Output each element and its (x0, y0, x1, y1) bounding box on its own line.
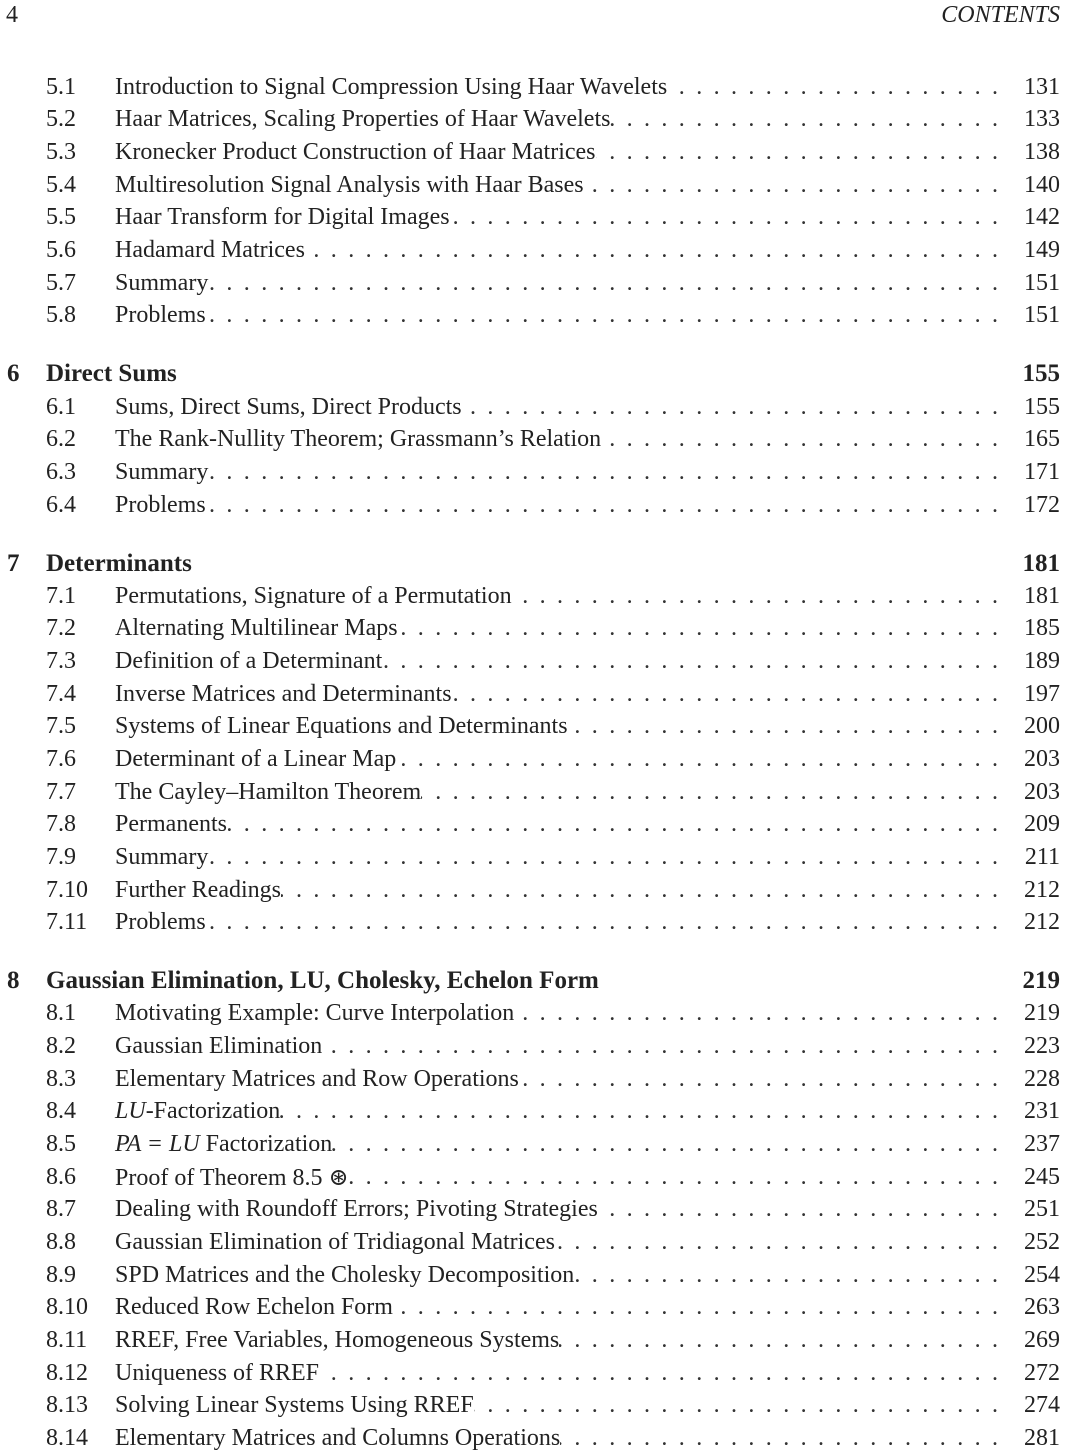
section-page: 269 (1024, 1326, 1060, 1353)
section-title (115, 1262, 574, 1289)
section-page: 274 (1024, 1392, 1060, 1419)
section-page: 165 (1024, 426, 1060, 453)
section-number: 7.7 (46, 778, 76, 805)
chapter-number: 6 (7, 360, 20, 388)
dot-leader (514, 1000, 1006, 1027)
toc-entry[interactable] (0, 906, 1060, 939)
section-title-text: Permanents (115, 811, 227, 838)
section-page: 181 (1024, 582, 1060, 609)
section-title-text: Alternating Multilinear Maps (115, 615, 398, 642)
section-page: 223 (1024, 1033, 1060, 1060)
section-number: 5.5 (46, 204, 76, 231)
section-title-text: Reduced Row Echelon Form (115, 1294, 393, 1321)
section-title (115, 426, 601, 453)
section-title (115, 459, 208, 486)
section-page: 211 (1024, 843, 1060, 870)
chapter-page: 181 (1022, 549, 1060, 577)
section-title (115, 1000, 514, 1027)
toc-entry[interactable] (0, 1096, 1060, 1129)
section-title-text: Kronecker Product Construction of Haar Matrices (115, 139, 596, 166)
toc-entry[interactable] (0, 1226, 1060, 1259)
dot-leader (667, 74, 1006, 101)
section-title (115, 204, 450, 231)
section-title-text: Introduction to Signal Compression Using Haar Wavelets (115, 73, 668, 100)
section-title-text: Summary (115, 269, 209, 296)
section-title (115, 1033, 322, 1060)
dot-leader (601, 426, 1006, 453)
section-title-text: Elementary Matrices and Row Operations (115, 1065, 519, 1092)
section-title (115, 237, 305, 264)
section-title (115, 681, 452, 708)
table-of-contents (0, 71, 1060, 1455)
toc-entry[interactable] (0, 1128, 1060, 1161)
toc-entry[interactable] (0, 1324, 1060, 1357)
dot-leader (610, 106, 1006, 133)
section-number: 8.12 (46, 1359, 88, 1386)
toc-entry[interactable] (0, 234, 1060, 267)
section-title (115, 1131, 332, 1158)
section-title-text: Problems (115, 302, 206, 329)
section-number: 5.3 (46, 139, 76, 166)
dot-leader (393, 1294, 1006, 1321)
section-number: 6.4 (46, 491, 76, 518)
section-number: 7.8 (46, 811, 76, 838)
section-number: 7.1 (46, 582, 76, 609)
toc-entry[interactable] (0, 743, 1060, 776)
section-title (115, 1196, 598, 1223)
toc-entry[interactable] (0, 489, 1060, 522)
section-title (115, 394, 462, 421)
chapter-page: 155 (1022, 360, 1060, 388)
section-title (115, 1360, 319, 1387)
section-number: 8.4 (46, 1098, 76, 1125)
section-number: 5.8 (46, 302, 76, 329)
section-number: 7.9 (46, 843, 76, 870)
dot-leader (206, 492, 1006, 519)
section-title-text: Systems of Linear Equations and Determinants (115, 713, 568, 740)
dot-leader (208, 844, 1006, 871)
section-title-text: Haar Matrices, Scaling Properties of Haar Wavelets (115, 106, 611, 133)
dot-leader (598, 1196, 1006, 1223)
section-page: 151 (1024, 302, 1060, 329)
section-title (115, 172, 584, 199)
dot-leader (519, 1066, 1006, 1093)
section-number: 8.13 (46, 1392, 88, 1419)
dot-leader (332, 1131, 1006, 1158)
section-title-text: Definition of a Determinant (115, 648, 383, 675)
section-number: 8.1 (46, 1000, 76, 1027)
section-number: 5.6 (46, 237, 76, 264)
chapter-heading[interactable] (0, 358, 1060, 391)
section-title (115, 615, 398, 642)
toc-entry[interactable] (0, 613, 1060, 646)
section-number: 7.3 (46, 648, 76, 675)
section-title-text: Gaussian Elimination of Tridiagonal Matrices (115, 1228, 555, 1255)
section-number: 7.10 (46, 876, 88, 903)
section-title (115, 811, 227, 838)
section-title-text: Permutations, Signature of a Permutation (115, 582, 512, 609)
section-number: 8.2 (46, 1033, 76, 1060)
section-page: 138 (1024, 139, 1060, 166)
section-page: 203 (1024, 745, 1060, 772)
section-title (115, 1098, 280, 1125)
section-page: 272 (1024, 1359, 1060, 1386)
section-title-text: Problems (115, 491, 206, 518)
toc-entry[interactable] (0, 1389, 1060, 1422)
dot-leader (574, 1262, 1006, 1289)
section-page: 185 (1024, 615, 1060, 642)
section-title-text: Determinant of a Linear Map (115, 745, 397, 772)
section-page: 140 (1024, 171, 1060, 198)
toc-entry[interactable] (0, 1063, 1060, 1096)
section-number: 6.2 (46, 426, 76, 453)
toc-entry[interactable] (0, 1030, 1060, 1063)
section-number: 7.6 (46, 745, 76, 772)
dot-leader (227, 811, 1006, 838)
toc-entry[interactable] (0, 874, 1060, 907)
section-title-text: Uniqueness of RREF (115, 1359, 319, 1386)
dot-leader (208, 459, 1006, 486)
section-page: 149 (1024, 237, 1060, 264)
dot-leader (450, 204, 1006, 231)
dot-leader (584, 172, 1006, 199)
section-page: 263 (1024, 1294, 1060, 1321)
section-title-text: RREF, Free Variables, Homogeneous Systems (115, 1326, 560, 1353)
section-title (115, 302, 206, 329)
dot-leader (208, 270, 1006, 297)
toc-entry[interactable] (0, 1422, 1060, 1455)
section-number: 5.4 (46, 171, 76, 198)
section-title-text: Haar Transform for Digital Images (115, 204, 450, 231)
section-title-text: Problems (115, 909, 206, 936)
section-title (115, 270, 208, 297)
toc-entry[interactable] (0, 678, 1060, 711)
dot-leader (206, 909, 1006, 936)
toc-entry[interactable] (0, 808, 1060, 841)
section-title-text: Motivating Example: Curve Interpolation (115, 1000, 515, 1027)
section-number: 8.3 (46, 1065, 76, 1092)
chapter-heading[interactable] (0, 547, 1060, 580)
section-number: 8.11 (46, 1326, 88, 1353)
toc-entry[interactable] (0, 776, 1060, 809)
page-number: 4 (6, 2, 18, 28)
toc-entry[interactable] (0, 391, 1060, 424)
dot-leader (560, 1425, 1006, 1452)
dot-leader (398, 615, 1006, 642)
section-number: 5.2 (46, 106, 76, 133)
toc-entry[interactable] (0, 423, 1060, 456)
section-page: 142 (1024, 204, 1060, 231)
toc-entry[interactable] (0, 71, 1060, 104)
toc-entry[interactable] (0, 1357, 1060, 1390)
section-title-text: Solving Linear Systems Using RREF (115, 1392, 474, 1419)
toc-entry[interactable] (0, 456, 1060, 489)
section-title-text: -Factorization (145, 1098, 281, 1125)
section-title-math: LU (115, 1098, 146, 1125)
section-title (115, 1392, 474, 1419)
toc-entry[interactable] (0, 1194, 1060, 1227)
toc-entry[interactable] (0, 711, 1060, 744)
toc-entry[interactable] (0, 645, 1060, 678)
section-title-text: Hadamard Matrices (115, 237, 305, 264)
section-title (115, 877, 281, 904)
section-number: 7.4 (46, 680, 76, 707)
section-page: 237 (1024, 1131, 1060, 1158)
toc-entry[interactable] (0, 1161, 1060, 1194)
section-page: 231 (1024, 1098, 1060, 1125)
section-page: 254 (1024, 1261, 1060, 1288)
section-page: 245 (1024, 1163, 1060, 1190)
section-page: 171 (1024, 458, 1060, 485)
toc-entry[interactable] (0, 104, 1060, 137)
section-title-text: Elementary Matrices and Columns Operations (115, 1424, 561, 1451)
section-page: 281 (1024, 1424, 1060, 1451)
dot-leader (474, 1392, 1006, 1419)
section-title (115, 492, 206, 519)
dot-leader (382, 648, 1006, 675)
section-page: 189 (1024, 648, 1060, 675)
section-title-text: Sums, Direct Sums, Direct Products (115, 393, 462, 420)
section-title (115, 1066, 519, 1093)
dot-leader (596, 139, 1006, 166)
section-title-text: SPD Matrices and the Cholesky Decomposition (115, 1261, 575, 1288)
chapter-title: Direct Sums (46, 360, 177, 388)
toc-entry[interactable] (0, 580, 1060, 613)
dot-leader (396, 746, 1006, 773)
section-title-text: Gaussian Elimination (115, 1033, 323, 1060)
section-title (115, 844, 208, 871)
toc-entry[interactable] (0, 1259, 1060, 1292)
dot-leader (421, 779, 1006, 806)
section-page: 155 (1024, 393, 1060, 420)
section-number: 8.10 (46, 1294, 88, 1321)
section-title-text: The Cayley–Hamilton Theorem (115, 778, 422, 805)
dot-leader (555, 1229, 1006, 1256)
section-title (115, 106, 610, 133)
section-page: 172 (1024, 491, 1060, 518)
chapter-title: Determinants (46, 549, 192, 577)
section-title-math: PA = LU (115, 1131, 200, 1158)
dot-leader (462, 394, 1006, 421)
section-number: 8.6 (46, 1163, 76, 1190)
dot-leader (559, 1327, 1006, 1354)
section-title (115, 713, 568, 740)
section-title (115, 1327, 559, 1354)
dot-leader (452, 681, 1006, 708)
section-number: 6.1 (46, 393, 76, 420)
section-title (115, 583, 512, 610)
dot-leader (305, 237, 1006, 264)
section-page: 200 (1024, 713, 1060, 740)
section-page: 228 (1024, 1065, 1060, 1092)
chapter-title: Gaussian Elimination, LU, Cholesky, Echelon Form (46, 967, 599, 995)
section-page: 197 (1024, 680, 1060, 707)
dot-leader (206, 302, 1006, 329)
chapter-number: 7 (7, 549, 20, 577)
toc-entry[interactable] (0, 998, 1060, 1031)
section-page: 219 (1024, 1000, 1060, 1027)
section-title (115, 779, 421, 806)
chapter-heading[interactable] (0, 965, 1060, 998)
dot-leader (349, 1164, 1006, 1191)
section-page: 133 (1024, 106, 1060, 133)
section-page: 212 (1024, 876, 1060, 903)
dot-leader (568, 713, 1006, 740)
section-title (115, 139, 596, 166)
toc-entry[interactable] (0, 1291, 1060, 1324)
dot-leader (322, 1033, 1006, 1060)
running-header (0, 0, 1060, 30)
toc-entry[interactable] (0, 299, 1060, 332)
section-title-text: Multiresolution Signal Analysis with Haar Bases (115, 171, 584, 198)
dot-leader (512, 583, 1006, 610)
section-number: 8.9 (46, 1261, 76, 1288)
section-number: 7.11 (46, 909, 88, 936)
dot-leader (280, 1098, 1006, 1125)
section-title (115, 648, 382, 675)
section-title-text: Inverse Matrices and Determinants (115, 680, 452, 707)
section-title (115, 1229, 555, 1256)
section-number: 8.8 (46, 1228, 76, 1255)
toc-entry[interactable] (0, 202, 1060, 235)
dot-leader (281, 877, 1006, 904)
section-page: 203 (1024, 778, 1060, 805)
section-number: 8.7 (46, 1196, 76, 1223)
section-number: 5.1 (46, 73, 76, 100)
section-page: 212 (1024, 909, 1060, 936)
section-number: 7.5 (46, 713, 76, 740)
toc-entry[interactable] (0, 169, 1060, 202)
section-title (115, 1294, 393, 1321)
toc-entry[interactable] (0, 267, 1060, 300)
section-number: 5.7 (46, 269, 76, 296)
section-page: 209 (1024, 811, 1060, 838)
section-title (115, 746, 396, 773)
section-number: 8.14 (46, 1424, 88, 1451)
section-title-text: The Rank-Nullity Theorem; Grassmann’s Relation (115, 426, 602, 453)
section-title (115, 1425, 560, 1452)
section-page: 151 (1024, 269, 1060, 296)
section-title (115, 1163, 349, 1192)
running-title: CONTENTS (941, 2, 1060, 28)
section-title (115, 909, 206, 936)
section-page: 251 (1024, 1196, 1060, 1223)
section-title-text: Further Readings (115, 876, 281, 903)
chapter-number: 8 (7, 967, 20, 995)
section-title-text: Summary (115, 843, 209, 870)
dot-leader (319, 1360, 1006, 1387)
section-page: 252 (1024, 1228, 1060, 1255)
toc-entry[interactable] (0, 136, 1060, 169)
section-title-text: Proof of Theorem 8.5 ⊛ (115, 1164, 349, 1191)
section-number: 6.3 (46, 458, 76, 485)
section-page: 131 (1024, 73, 1060, 100)
section-number: 7.2 (46, 615, 76, 642)
section-title-text: Dealing with Roundoff Errors; Pivoting Strategies (115, 1196, 598, 1223)
chapter-page: 219 (1022, 967, 1060, 995)
section-title-text: Factorization (199, 1131, 333, 1158)
toc-entry[interactable] (0, 841, 1060, 874)
section-number: 8.5 (46, 1131, 76, 1158)
section-title (115, 74, 667, 101)
section-title-text: Summary (115, 458, 209, 485)
